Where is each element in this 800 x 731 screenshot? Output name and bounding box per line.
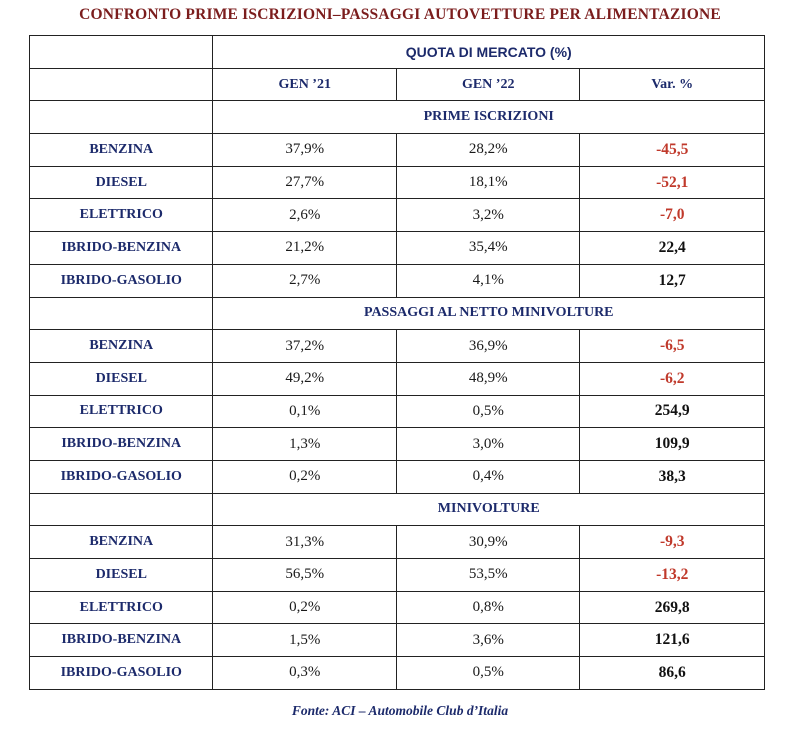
- header-empty-cell: [30, 68, 213, 101]
- page-title: CONFRONTO PRIME ISCRIZIONI–PASSAGGI AUTOVETTURE PER ALIMENTAZIONE: [79, 6, 721, 23]
- section-title: MINIVOLTURE: [213, 493, 765, 526]
- section-empty-cell: [30, 297, 213, 330]
- value-gen22: 4,1%: [396, 264, 579, 297]
- section-header-row: [30, 493, 765, 526]
- value-variation: 121,6: [580, 624, 765, 657]
- value-gen22: 48,9%: [396, 362, 579, 395]
- fuel-type-label: ELETTRICO: [30, 199, 213, 232]
- section-title: PRIME ISCRIZIONI: [213, 101, 765, 134]
- value-variation: -6,5: [580, 330, 765, 363]
- value-variation: 254,9: [580, 395, 765, 428]
- table-row: [30, 526, 765, 559]
- header-empty-cell: [30, 36, 213, 69]
- value-gen22: 35,4%: [396, 232, 579, 265]
- value-variation: -13,2: [580, 559, 765, 592]
- value-gen21: 56,5%: [213, 559, 396, 592]
- table-row: [30, 428, 765, 461]
- value-gen21: 2,7%: [213, 264, 396, 297]
- value-gen22: 53,5%: [396, 559, 579, 592]
- fuel-type-label: IBRIDO-BENZINA: [30, 624, 213, 657]
- fuel-type-label: BENZINA: [30, 526, 213, 559]
- table-row: [30, 264, 765, 297]
- market-share-table: [29, 35, 765, 690]
- table-row: [30, 559, 765, 592]
- value-gen22: 30,9%: [396, 526, 579, 559]
- value-gen21: 0,1%: [213, 395, 396, 428]
- table-row: [30, 134, 765, 167]
- fuel-type-label: DIESEL: [30, 166, 213, 199]
- table-row: [30, 591, 765, 624]
- fuel-type-label: ELETTRICO: [30, 395, 213, 428]
- value-variation: -6,2: [580, 362, 765, 395]
- value-variation: 22,4: [580, 232, 765, 265]
- table-row: [30, 460, 765, 493]
- table-row: [30, 330, 765, 363]
- section-empty-cell: [30, 101, 213, 134]
- value-gen21: 2,6%: [213, 199, 396, 232]
- value-variation: -7,0: [580, 199, 765, 232]
- table-row: [30, 362, 765, 395]
- col-header-gen22: GEN ’22: [396, 68, 579, 101]
- value-gen22: 18,1%: [396, 166, 579, 199]
- section-empty-cell: [30, 493, 213, 526]
- value-gen21: 37,9%: [213, 134, 396, 167]
- fuel-type-label: IBRIDO-GASOLIO: [30, 460, 213, 493]
- table-row: [30, 395, 765, 428]
- section-header-row: [30, 101, 765, 134]
- value-gen22: 3,6%: [396, 624, 579, 657]
- value-variation: -9,3: [580, 526, 765, 559]
- value-gen22: 3,0%: [396, 428, 579, 461]
- section-title: PASSAGGI AL NETTO MINIVOLTURE: [213, 297, 765, 330]
- value-gen21: 0,3%: [213, 657, 396, 690]
- table-row: [30, 657, 765, 690]
- value-gen21: 0,2%: [213, 460, 396, 493]
- quota-header: QUOTA DI MERCATO (%): [213, 36, 765, 69]
- table-row: [30, 624, 765, 657]
- value-gen21: 27,7%: [213, 166, 396, 199]
- value-gen21: 0,2%: [213, 591, 396, 624]
- value-gen22: 0,8%: [396, 591, 579, 624]
- col-header-gen21: GEN ’21: [213, 68, 396, 101]
- table-row: [30, 166, 765, 199]
- value-variation: -52,1: [580, 166, 765, 199]
- value-gen22: 28,2%: [396, 134, 579, 167]
- value-gen21: 1,3%: [213, 428, 396, 461]
- value-gen22: 0,5%: [396, 657, 579, 690]
- section-header-row: [30, 297, 765, 330]
- fuel-type-label: IBRIDO-BENZINA: [30, 232, 213, 265]
- fuel-type-label: ELETTRICO: [30, 591, 213, 624]
- value-gen21: 21,2%: [213, 232, 396, 265]
- fuel-type-label: IBRIDO-GASOLIO: [30, 657, 213, 690]
- value-variation: -45,5: [580, 134, 765, 167]
- fuel-type-label: IBRIDO-BENZINA: [30, 428, 213, 461]
- value-gen21: 31,3%: [213, 526, 396, 559]
- value-variation: 269,8: [580, 591, 765, 624]
- value-variation: 38,3: [580, 460, 765, 493]
- source-note: Fonte: ACI – Automobile Club d’Italia: [291, 703, 509, 718]
- value-variation: 86,6: [580, 657, 765, 690]
- fuel-type-label: DIESEL: [30, 362, 213, 395]
- fuel-type-label: IBRIDO-GASOLIO: [30, 264, 213, 297]
- value-gen22: 3,2%: [396, 199, 579, 232]
- table-row: [30, 232, 765, 265]
- value-gen22: 36,9%: [396, 330, 579, 363]
- fuel-type-label: BENZINA: [30, 134, 213, 167]
- value-gen22: 0,5%: [396, 395, 579, 428]
- fuel-type-label: DIESEL: [30, 559, 213, 592]
- col-header-var: Var. %: [580, 68, 765, 101]
- value-gen21: 37,2%: [213, 330, 396, 363]
- value-gen22: 0,4%: [396, 460, 579, 493]
- header-row-columns: [30, 68, 765, 101]
- fuel-type-label: BENZINA: [30, 330, 213, 363]
- value-variation: 109,9: [580, 428, 765, 461]
- table-row: [30, 199, 765, 232]
- value-gen21: 1,5%: [213, 624, 396, 657]
- header-row-quota: [30, 36, 765, 69]
- value-gen21: 49,2%: [213, 362, 396, 395]
- value-variation: 12,7: [580, 264, 765, 297]
